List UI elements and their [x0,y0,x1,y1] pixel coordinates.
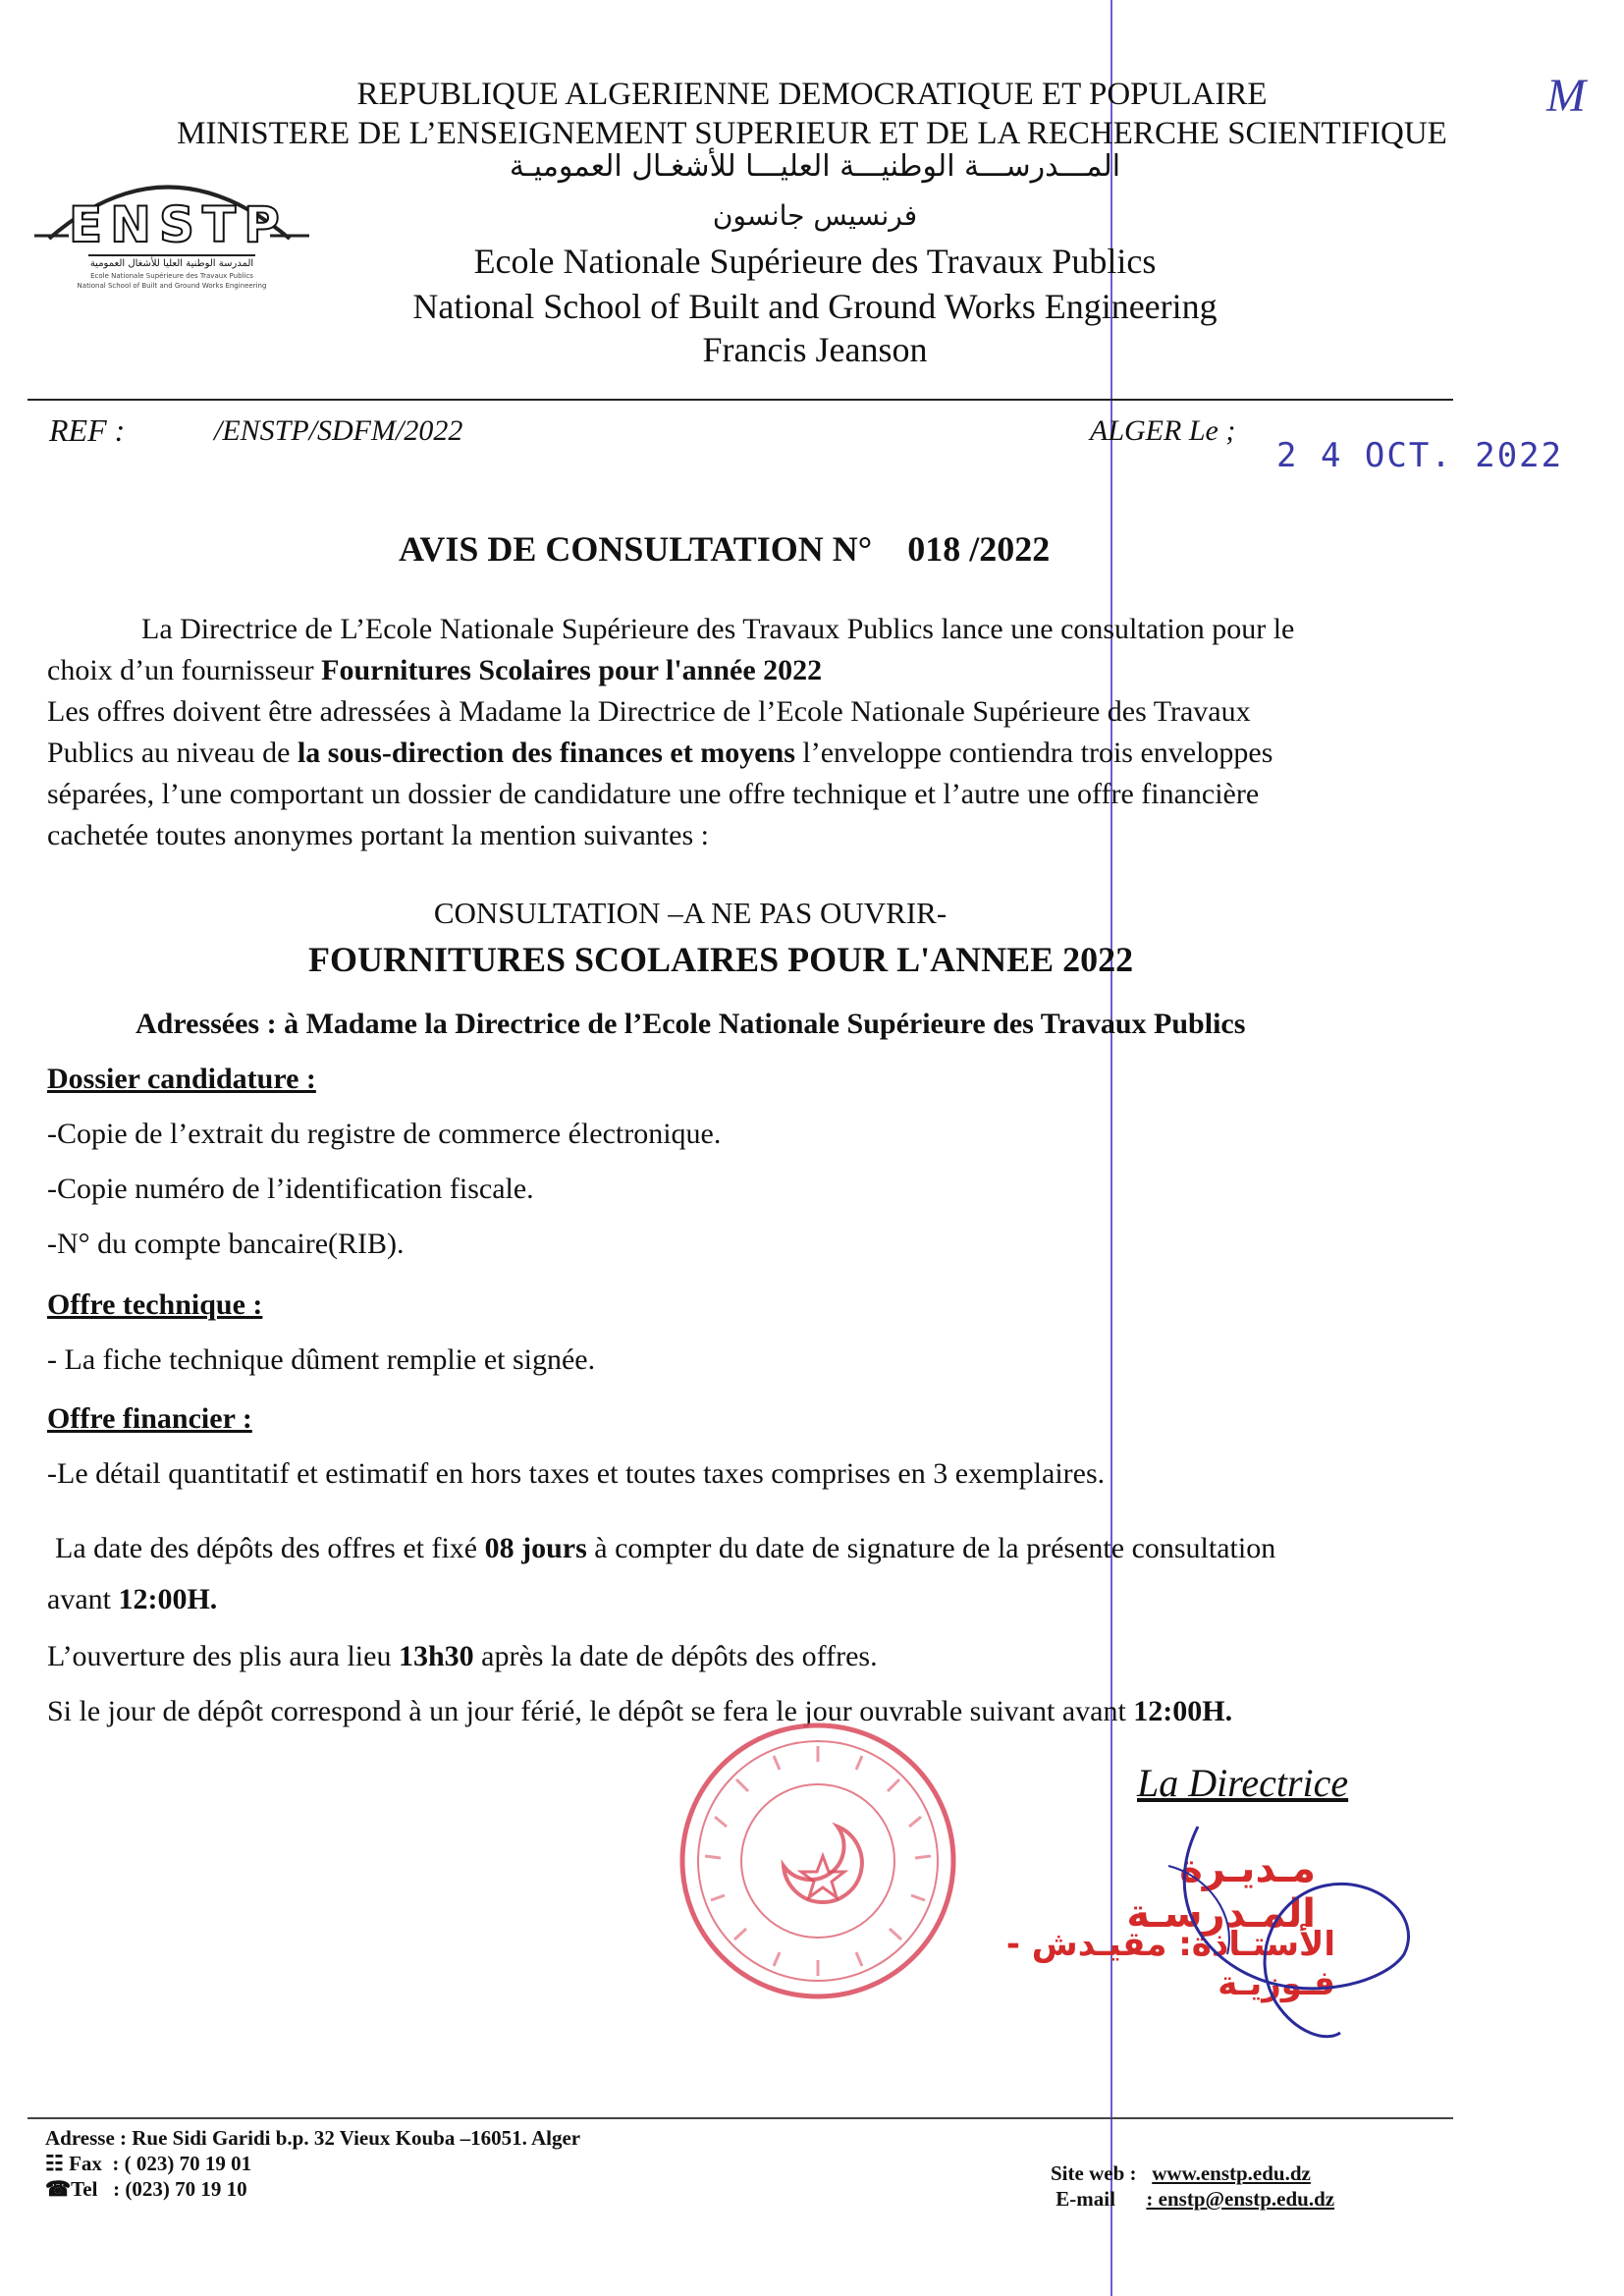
intro-line-3: Les offres doivent être adressées à Madame la Directrice de l’Ecole Nationale Supérieure des Travaux [47,695,1251,728]
dossier-section [47,1059,1422,1265]
footer-divider [27,2117,1453,2119]
intro-subject: Fournitures Scolaires pour l'année 2022 [321,654,823,686]
title-prefix: AVIS DE CONSULTATION N° [399,529,873,569]
intro-line-2: choix d’un fournisseur Fournitures Scolaires pour l'année 2022 [47,654,823,686]
intro-direction: la sous-direction des finances et moyens [297,737,795,769]
signature-scribble-icon [1129,1807,1424,2052]
deadline-line-1: La date des dépôts des offres et fixé 08 jours à compter du date de signature de la présente consultation [55,1532,1276,1564]
dossier-item: -N° du compte bancaire(RIB). [47,1228,405,1260]
logo-fr: Ecole Nationale Supérieure des Travaux Publics [90,272,253,280]
technique-item: - La fiche technique dûment remplie et signée. [47,1343,596,1376]
financier-item: -Le détail quantitatif et estimatif en hors taxes et toutes taxes comprises en 3 exemplaires. [47,1457,1106,1490]
email-link[interactable]: : enstp@enstp.edu.dz [1146,2187,1335,2211]
envelope-line-2: FOURNITURES SCOLAIRES POUR L'ANNEE 2022 [308,940,1134,979]
logo-en: National School of Built and Ground Works Engineering [77,282,267,290]
official-stamp [676,1719,960,2003]
handwritten-signature [1129,1807,1424,2052]
header-divider [27,399,1453,401]
seal-icon [676,1719,960,2003]
intro-line-4: Publics au niveau de la sous-direction des finances et moyens l’enveloppe contiendra trois enveloppes [47,737,1273,769]
header-name: Francis Jeanson [702,330,928,369]
financier-section [47,1398,1441,1495]
intro-paragraph [47,609,1451,856]
header-arabic-name: فرنسيس جانسون [712,199,918,232]
footer-email: E-mail : enstp@enstp.edu.dz [1056,2187,1335,2211]
ref-place: ALGER Le ; [1090,414,1236,447]
technique-section [47,1285,1422,1381]
header-line-1: REPUBLIQUE ALGERIENNE DEMOCRATIQUE ET POPULAIRE [356,77,1268,112]
footer-web [1051,2160,1334,2212]
header-arabic-school: المـــدرســـة الوطنيـــة العليـــا للأشغـال العموميـة [509,149,1121,184]
deadline-section [47,1528,1441,1732]
signature-arabic-name: الأستـاذة: مقيـدش - فـوزيـة [1005,1925,1335,2003]
enstp-logo [29,155,314,302]
signature-arabic-role: مـديـرة المـدرسـة [1126,1846,1316,1937]
header-en-school: National School of Built and Ground Works Engineering [412,287,1218,326]
deadline-line-2: avant 12:00H. [47,1583,218,1615]
logo-arabic: المدرسة الوطنية العليا للأشغال العمومية [89,258,254,269]
deadline-line-4: Si le jour de dépôt correspond à un jour férié, le dépôt se fera le jour ouvrable suivant avant 12:00H. [47,1695,1233,1727]
consultation-title [399,528,1050,570]
dossier-item: -Copie de l’extrait du registre de commerce électronique. [47,1118,722,1150]
phone-icon: ☎ [45,2177,72,2201]
intro-line-1: La Directrice de L’Ecole Nationale Supérieure des Travaux Publics lance une consultation pour le [141,613,1295,645]
intro-line-5: séparées, l’une comportant un dossier de candidature une offre technique et l’autre une offre financière [47,778,1260,810]
intro-line-6: cachetée toutes anonymes portant la mention suivantes : [47,819,709,851]
footer-fax: ☷ Fax : ( 023) 70 19 01 [45,2152,252,2175]
title-number: 018 /2022 [907,529,1051,569]
ref-value: /ENSTP/SDFM/2022 [214,414,463,447]
envelope-addressed: Adressées : à Madame la Directrice de l’Ecole Nationale Supérieure des Travaux Publics [135,1008,1246,1040]
technique-heading: Offre technique : [47,1288,263,1321]
deadline-line-3: L’ouverture des plis aura lieu 13h30 après la date de dépôts des offres. [47,1640,878,1672]
envelope-line-1: CONSULTATION –A NE PAS OUVRIR- [433,896,947,930]
ref-label: REF : [49,412,126,448]
date-stamp: 2 4 OCT. 2022 [1276,436,1564,475]
header-line-2: MINISTERE DE L’ENSEIGNEMENT SUPERIEUR ET DE LA RECHERCHE SCIENTIFIQUE [177,116,1447,151]
footer-address: Adresse : Rue Sidi Garidi b.p. 32 Vieux Kouba –16051. Alger [45,2126,581,2150]
signature-title: La Directrice [1137,1761,1349,1805]
logo-acronym: ENSTP [69,196,288,253]
footer-contact [45,2125,580,2202]
header-fr-school: Ecole Nationale Supérieure des Travaux Publics [473,242,1157,281]
fax-icon: ☷ [45,2152,64,2175]
corner-mark: M [1546,70,1586,122]
footer-tel: ☎Tel : (023) 70 19 10 [45,2177,247,2201]
financier-heading: Offre financier : [47,1402,252,1435]
dossier-item: -Copie numéro de l’identification fiscale. [47,1173,534,1205]
site-link[interactable]: www.enstp.edu.dz [1152,2161,1311,2185]
footer-site: Site web : www.enstp.edu.dz [1051,2161,1311,2185]
dossier-heading: Dossier candidature : [47,1063,316,1095]
